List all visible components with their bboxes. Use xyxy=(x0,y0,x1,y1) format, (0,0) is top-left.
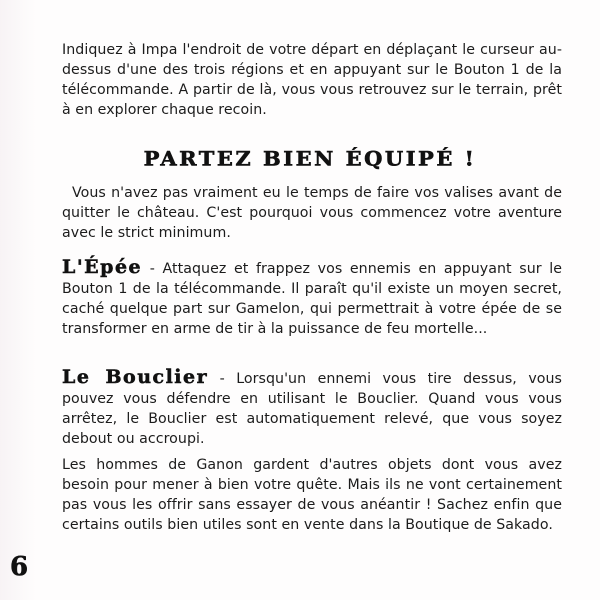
section-intro-paragraph: Vous n'avez pas vraiment eu le temps de faire vos valises avant de quitter le château. C'est pourquoi vous commencez votre aventure avec le strict minimum. xyxy=(62,185,562,241)
item-epee-paragraph xyxy=(62,257,562,339)
item-bouclier-description: - Lorsqu'un ennemi vous tire dessus, vous pouvez vous défendre en utilisant le Bouclier. Quand vous vous arrêtez, le Bouclier est automatiquement relevé, que vous soyez debout ou accroupi. xyxy=(62,371,562,447)
item-epee-title: L'Épée xyxy=(62,256,143,278)
section-title: PARTEZ BIEN ÉQUIPÉ ! xyxy=(143,146,477,171)
closing-paragraph: Les hommes de Ganon gardent d'autres objets dont vous avez besoin pour mener à bien votre quête. Mais ils ne vont certainement pas vous les offrir sans essayer de vous anéantir ! Sachez enfin que certains outils bien utiles sont en vente dans la Boutique de Sakado. xyxy=(62,457,562,533)
page-number: 6 xyxy=(10,552,29,582)
intro-paragraph: Indiquez à Impa l'endroit de votre départ en déplaçant le curseur au-dessus d'une des trois régions et en appuyant sur le Bouton 1 de la télécommande. A partir de là, vous vous retrouvez sur le terrain, prêt à en explorer chaque recoin. xyxy=(62,42,562,118)
item-bouclier-paragraph xyxy=(62,367,562,449)
item-epee-description: - Attaquez et frappez vos ennemis en appuyant sur le Bouton 1 de la télécommande. Il paraît qu'il existe un moyen secret, caché quelque part sur Gamelon, qui permettrait à votre épée de se transformer en arme de tir à la puissance de feu mortelle... xyxy=(62,261,562,337)
item-bouclier-title: Le Bouclier xyxy=(62,366,209,388)
